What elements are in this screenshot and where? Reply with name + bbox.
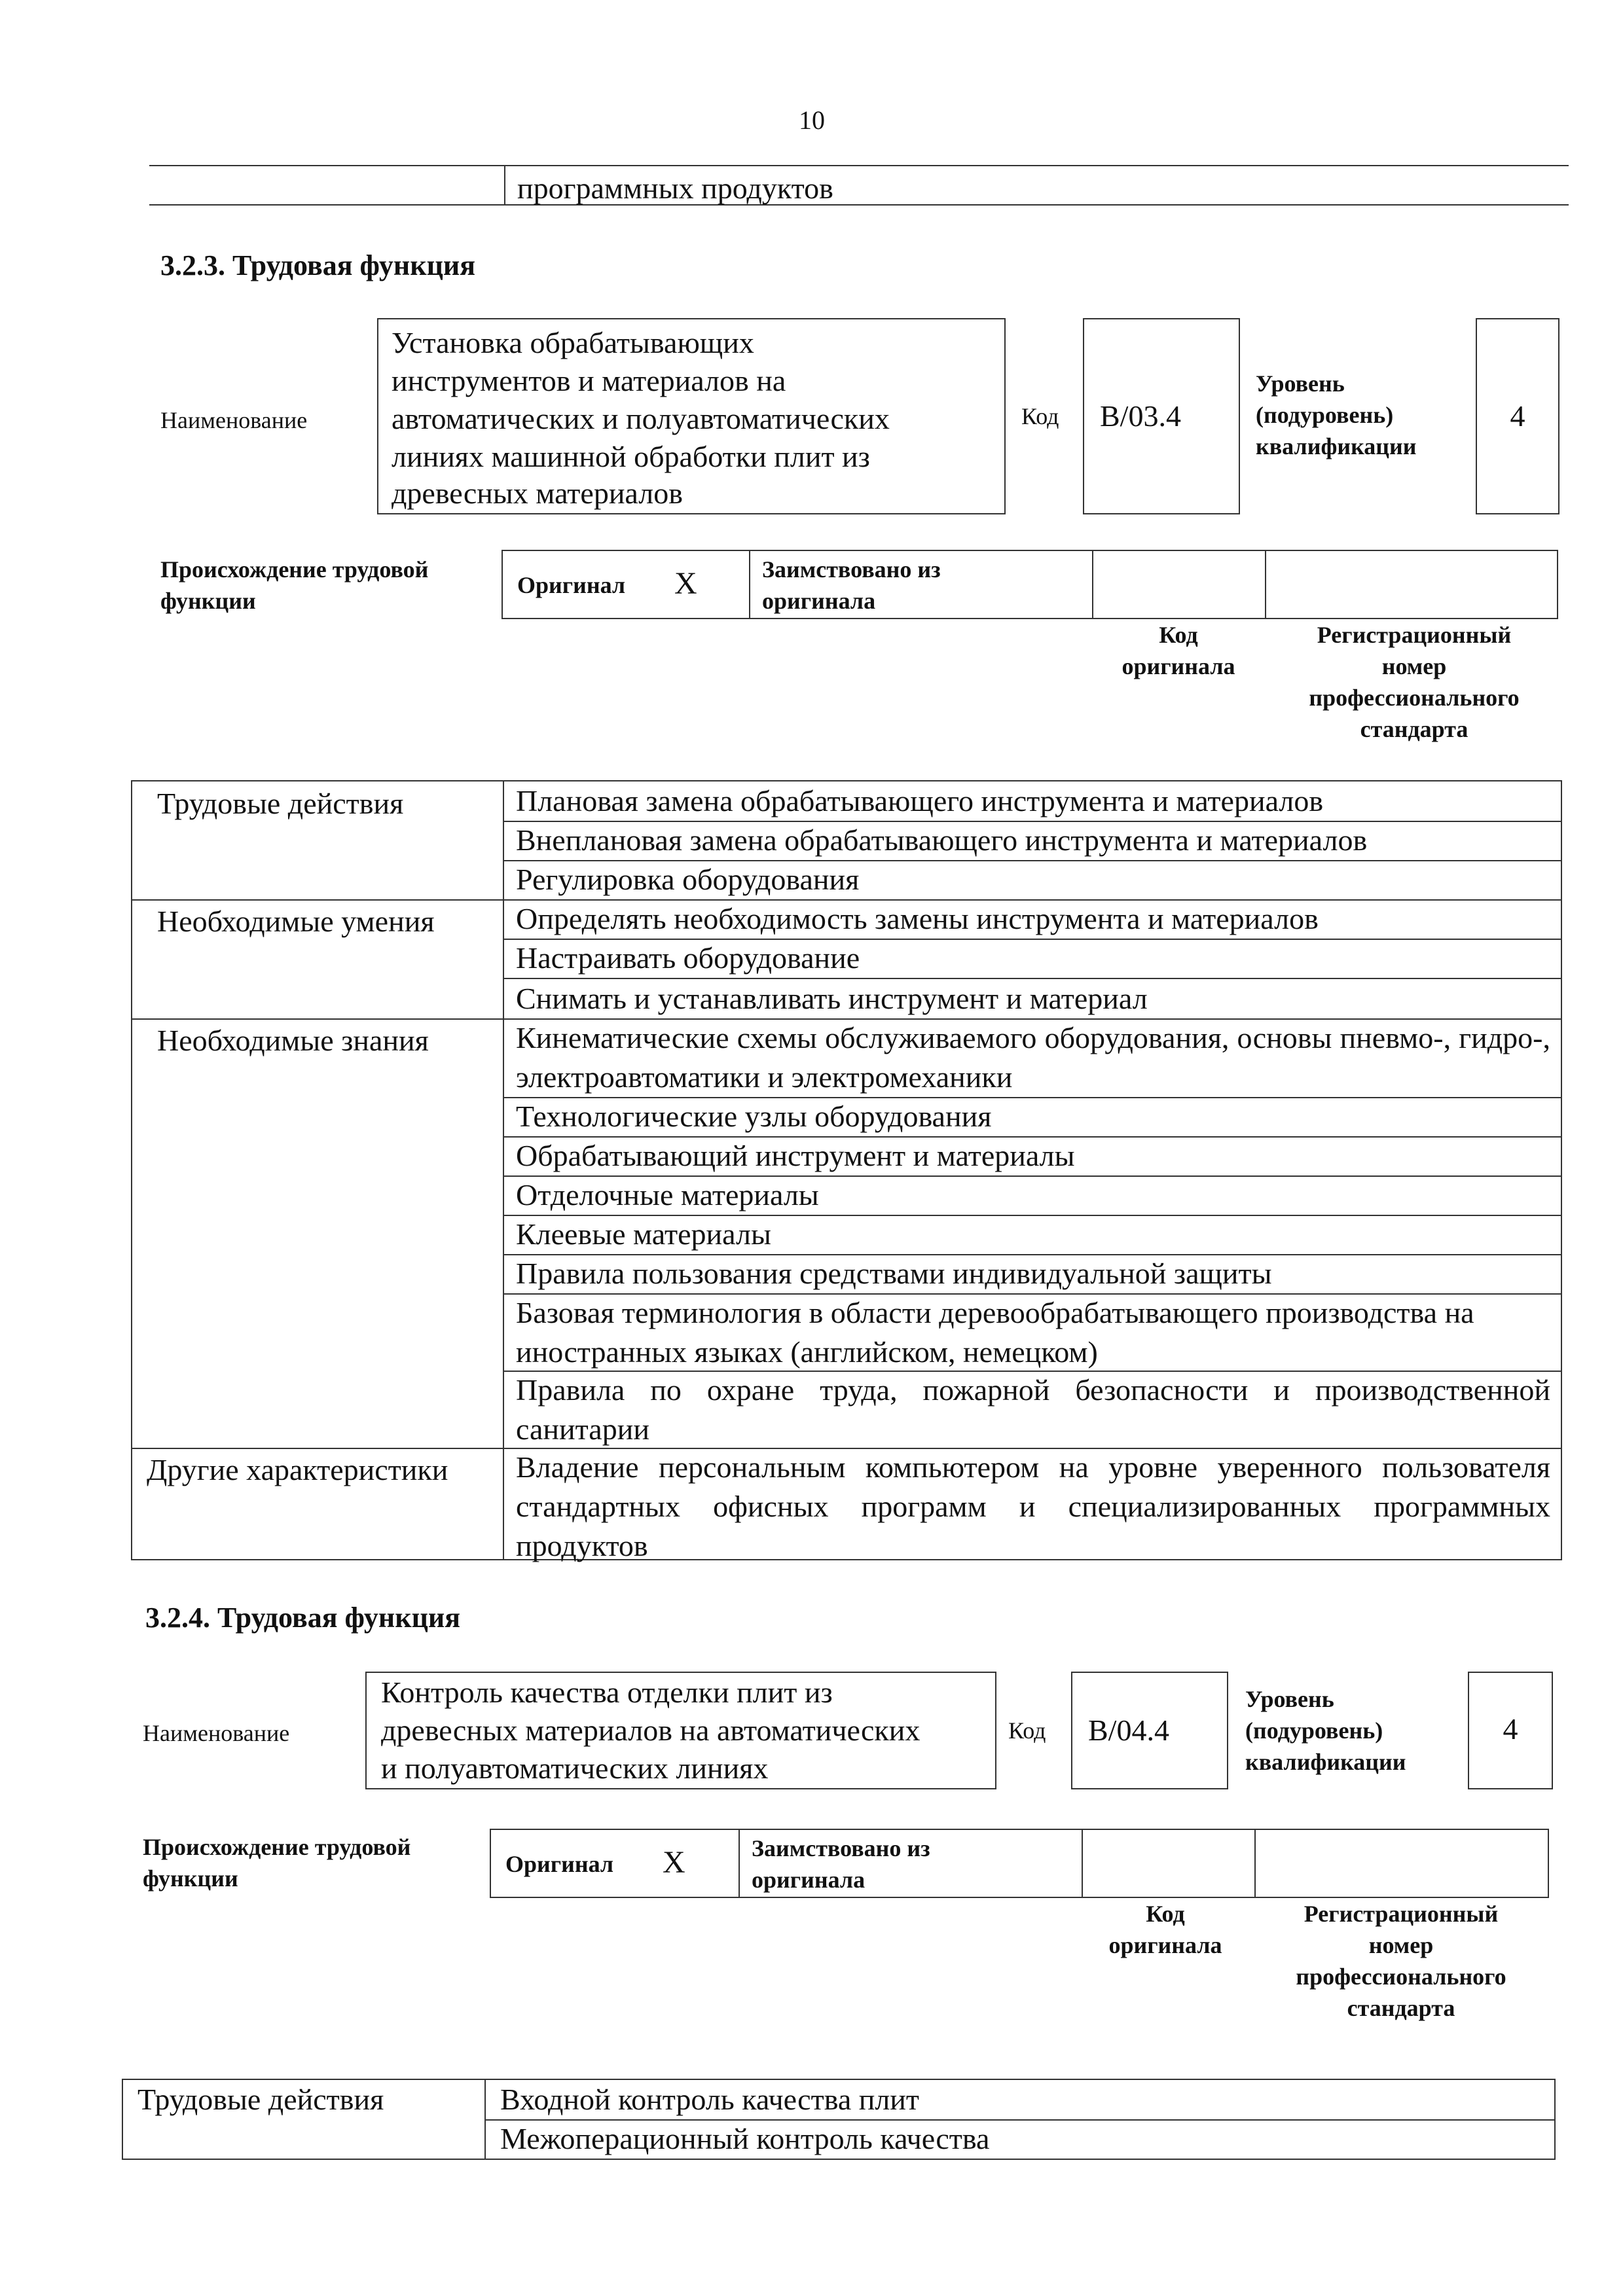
labor-action-item: Внеплановая замена обрабатывающего инструмента и материалов	[516, 823, 1368, 857]
knowledge-item: Правила пользования средствами индивидуальной защиты	[516, 1257, 1272, 1290]
origin-label-line: функции	[143, 1865, 238, 1892]
other-characteristics: Владение персональным компьютером на уровне уверенного пользователя стандартных офисных программ и специализированных программных продуктов	[516, 1450, 1550, 1562]
code-label: Код	[1021, 403, 1059, 429]
other-label: Другие характеристики	[147, 1453, 448, 1486]
origin-label-line: Происхождение трудовой	[160, 556, 429, 583]
code-original-label-line: Код	[1146, 1901, 1185, 1927]
function-name-box	[365, 1672, 996, 1789]
name-label: Наименование	[143, 1720, 290, 1746]
skill-item: Определять необходимость замены инструмента и материалов	[516, 902, 1319, 935]
table-column-divider	[503, 781, 504, 1559]
top-table-border-bottom	[149, 204, 1569, 206]
borrowed-label-line: оригинала	[752, 1867, 866, 1893]
function-name-line: и полуавтоматических линиях	[381, 1751, 769, 1785]
reg-number-label-line: Регистрационный	[1304, 1901, 1499, 1927]
origin-divider	[1082, 1830, 1083, 1897]
knowledge-item: Клеевые материалы	[516, 1217, 771, 1251]
reg-number-label-line: профессионального	[1309, 685, 1520, 711]
name-label: Наименование	[160, 407, 308, 433]
code-original-label-line: оригинала	[1108, 1932, 1222, 1958]
origin-divider	[1265, 551, 1266, 618]
code-value: В/04.4	[1088, 1713, 1169, 1747]
function-table	[122, 2079, 1556, 2160]
knowledge-item: Отделочные материалы	[516, 1178, 819, 1211]
top-continuation-text: программных продуктов	[517, 171, 833, 205]
borrowed-label-line: оригинала	[762, 588, 876, 614]
origin-label-line: Происхождение трудовой	[143, 1834, 411, 1860]
reg-number-label-line: номер	[1368, 1932, 1434, 1958]
original-mark: X	[663, 1845, 685, 1880]
knowledge-item: Кинематические схемы обслуживаемого оборудования, основы пневмо-, гидро-, электроавтоматики и электромеханики	[516, 1021, 1550, 1094]
code-box	[1083, 318, 1240, 514]
reg-number-label-line: стандарта	[1360, 716, 1468, 742]
code-box	[1071, 1672, 1228, 1789]
level-label-line: Уровень	[1245, 1686, 1334, 1712]
original-label: Оригинал	[517, 572, 626, 598]
level-label-line: Уровень	[1256, 370, 1345, 397]
function-name-line: древесных материалов на автоматических	[381, 1713, 921, 1747]
function-name-line: линиях машинной обработки плит из	[392, 440, 870, 473]
top-table-border	[149, 165, 1569, 166]
labor-action-item: Регулировка оборудования	[516, 863, 860, 896]
skill-item: Настраивать оборудование	[516, 941, 860, 975]
labor-action-item: Межоперационный контроль качества	[500, 2122, 990, 2155]
borrowed-label-line: Заимствовано из	[762, 556, 941, 583]
labor-action-item: Входной контроль качества плит	[500, 2083, 920, 2116]
section-title: 3.2.4. Трудовая функция	[145, 1602, 461, 1634]
skills-label: Необходимые умения	[157, 905, 435, 938]
knowledge-item: Правила по охране труда, пожарной безопасности и производственной санитарии	[516, 1373, 1550, 1446]
code-label: Код	[1008, 1717, 1046, 1744]
reg-number-label-line: профессионального	[1296, 1964, 1506, 1990]
level-value: 4	[1503, 1712, 1518, 1746]
function-name-line: Установка обрабатывающих	[392, 326, 754, 359]
reg-number-label-line: Регистрационный	[1317, 622, 1512, 648]
labor-action-item: Плановая замена обрабатывающего инструмента и материалов	[516, 784, 1324, 817]
knowledge-label: Необходимые знания	[157, 1024, 429, 1057]
top-table-divider	[504, 165, 505, 206]
knowledge-item: Обрабатывающий инструмент и материалы	[516, 1139, 1075, 1172]
original-label: Оригинал	[505, 1851, 614, 1877]
page-number: 10	[799, 105, 825, 135]
function-name-line: автоматических и полуавтоматических	[392, 402, 890, 435]
level-label-line: (подуровень)	[1245, 1717, 1383, 1744]
original-mark: X	[674, 566, 697, 601]
level-value: 4	[1510, 399, 1525, 433]
labor-actions-label: Трудовые действия	[157, 787, 404, 820]
skill-item: Снимать и устанавливать инструмент и материал	[516, 982, 1148, 1015]
origin-table	[490, 1829, 1549, 1898]
labor-actions-label: Трудовые действия	[137, 2083, 384, 2116]
level-label-line: квалификации	[1245, 1749, 1406, 1775]
origin-divider	[749, 551, 750, 618]
origin-label-line: функции	[160, 588, 256, 614]
level-box	[1468, 1672, 1553, 1789]
level-box	[1476, 318, 1559, 514]
code-original-label-line: Код	[1159, 622, 1198, 648]
level-label-line: квалификации	[1256, 433, 1417, 459]
origin-table	[501, 550, 1558, 619]
knowledge-item: Базовая терминология в области деревообрабатывающего производства на иностранных языках (английском, немецком)	[516, 1296, 1474, 1369]
function-name-box	[377, 318, 1006, 514]
reg-number-label-line: номер	[1381, 653, 1447, 679]
level-label-line: (подуровень)	[1256, 402, 1394, 428]
function-name-line: Контроль качества отделки плит из	[381, 1676, 833, 1709]
code-original-label-line: оригинала	[1122, 653, 1235, 679]
origin-divider	[1092, 551, 1093, 618]
origin-divider	[1254, 1830, 1256, 1897]
function-name-line: инструментов и материалов на	[392, 364, 786, 397]
reg-number-label-line: стандарта	[1347, 1995, 1455, 2021]
knowledge-item: Технологические узлы оборудования	[516, 1100, 992, 1133]
section-title: 3.2.3. Трудовая функция	[160, 249, 476, 281]
origin-divider	[739, 1830, 740, 1897]
code-value: В/03.4	[1100, 399, 1181, 433]
function-name-line: древесных материалов	[392, 476, 683, 510]
function-table	[131, 780, 1562, 1560]
borrowed-label-line: Заимствовано из	[752, 1835, 930, 1861]
